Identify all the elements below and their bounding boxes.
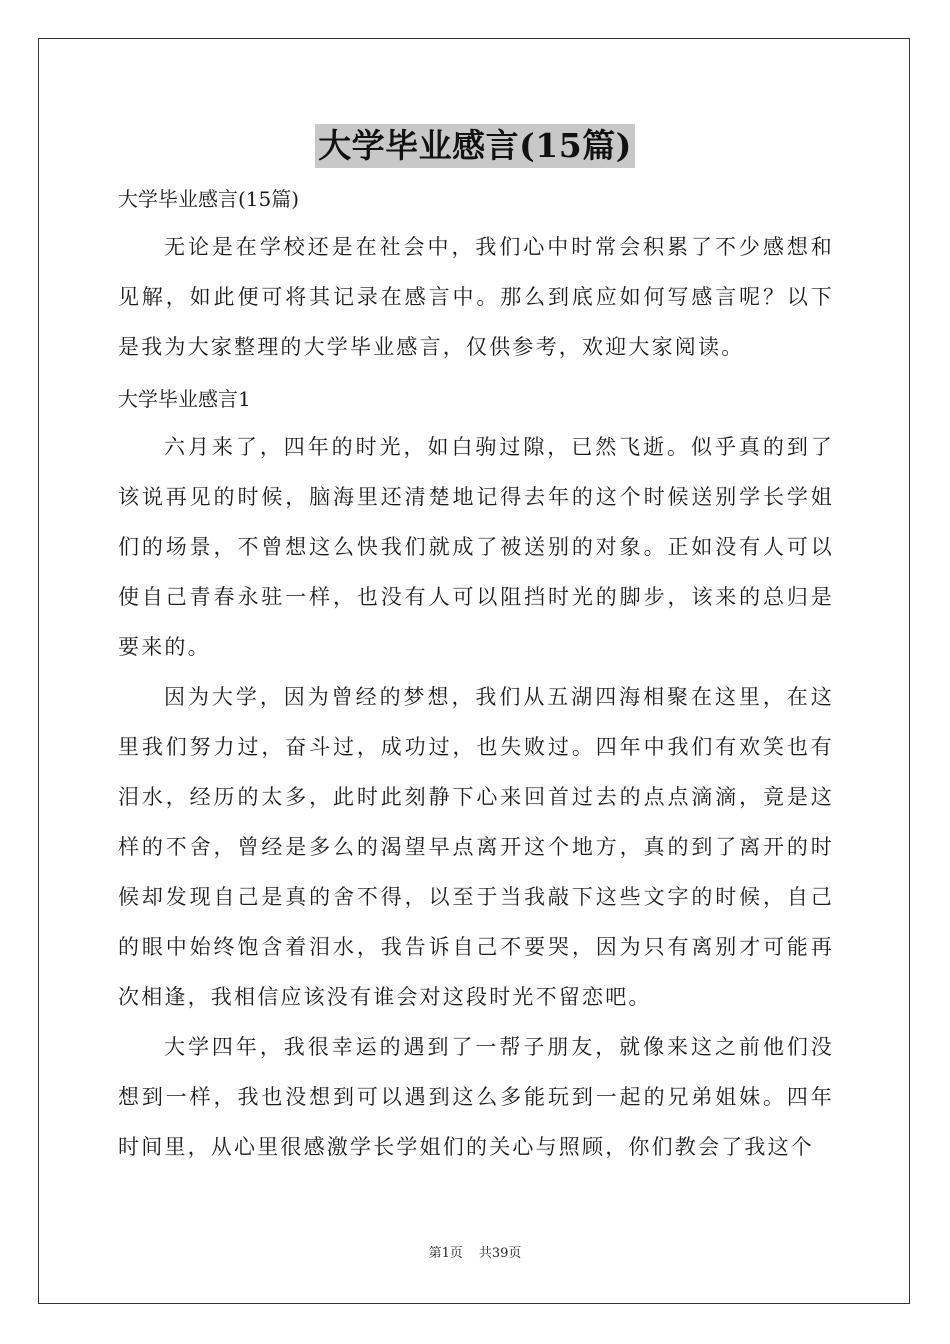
document-title: 大学毕业感言(15篇): [315, 124, 635, 168]
intro-paragraph: 无论是在学校还是在社会中，我们心中时常会积累了不少感想和见解，如此便可将其记录在感言中。那么到底应如何写感言呢？以下是我为大家整理的大学毕业感言，仅供参考，欢迎大家阅读。: [118, 235, 834, 359]
page-number: 第1页: [428, 1246, 463, 1261]
page-total: 共39页: [478, 1246, 522, 1261]
page-footer: [0, 1244, 950, 1264]
section-heading-1: 大学毕业感言1: [118, 387, 251, 411]
paragraph-1: 六月来了，四年的时光，如白驹过隙，已然飞逝。似乎真的到了该说再见的时候，脑海里还清楚地记得去年的这个时候送别学长学姐们的场景，不曾想这么快我们就成了被送别的对象。正如没有人可以使自己青春永驻一样，也没有人可以阻挡时光的脚步，该来的总归是要来的。: [118, 435, 834, 659]
title-container: [0, 124, 950, 168]
paragraph-2: 因为大学，因为曾经的梦想，我们从五湖四海相聚在这里，在这里我们努力过，奋斗过，成功过，也失败过。四年中我们有欢笑也有泪水，经历的太多，此时此刻静下心来回首过去的点点滴滴，竟是这样的不舍，曾经是多么的渴望早点离开这个地方，真的到了离开的时候却发现自己是真的舍不得，以至于当我敲下这些文字的时候，自己的眼中始终饱含着泪水，我告诉自己不要哭，因为只有离别才可能再次相逢，我相信应该没有谁会对这段时光不留恋吧。: [118, 685, 834, 1009]
document-subtitle: 大学毕业感言(15篇): [118, 187, 300, 211]
paragraph-3: 大学四年，我很幸运的遇到了一帮子朋友，就像来这之前他们没想到一样，我也没想到可以遇到这么多能玩到一起的兄弟姐妹。四年时间里，从心里很感激学长学姐们的关心与照顾，你们教会了我这个: [118, 1035, 834, 1159]
